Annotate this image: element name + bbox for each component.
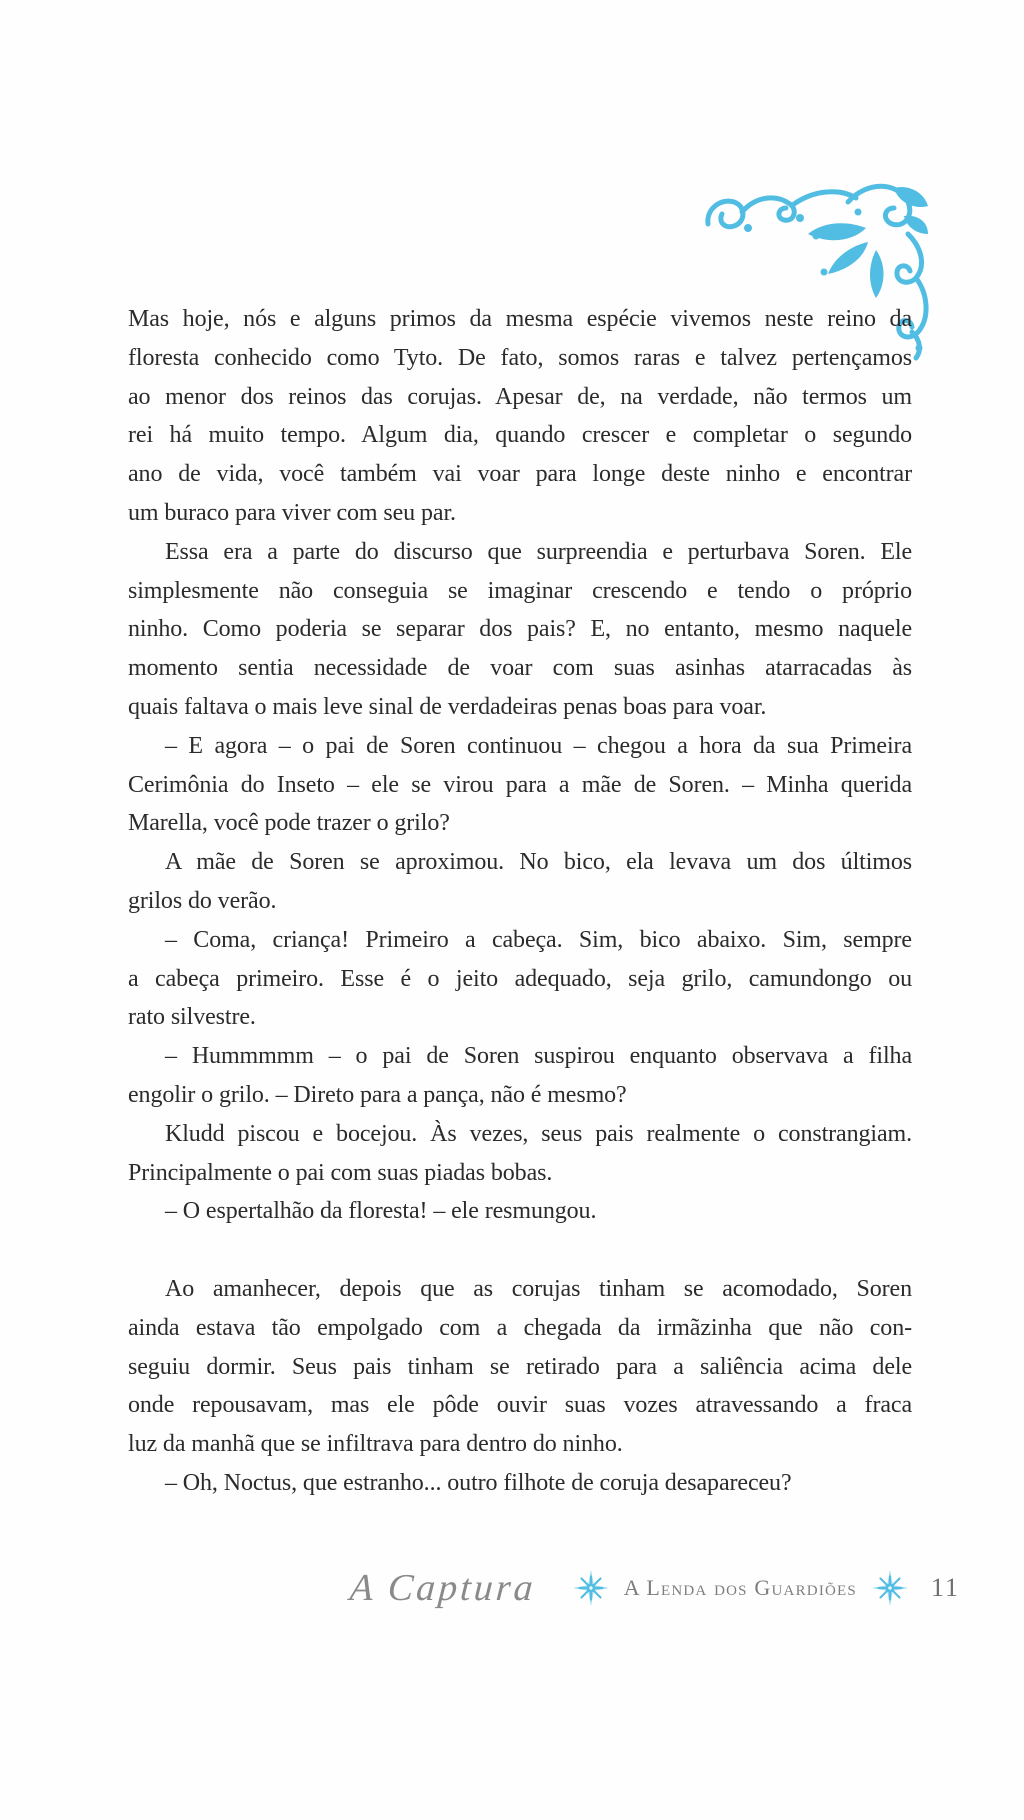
paragraph	[128, 1464, 912, 1503]
text-line: onde repousavam, mas ele pôde ouvir suas vozes atravessando a fraca	[128, 1392, 912, 1419]
paragraph	[128, 921, 912, 1037]
text-line: ao menor dos reinos das corujas. Apesar de, na verdade, não termos um	[128, 383, 912, 410]
text-line: – Hummmmm – o pai de Soren suspirou enquanto observava a filha	[165, 1043, 912, 1070]
text-line: – Oh, Noctus, que estranho... outro filhote de coruja desapareceu?	[165, 1469, 792, 1496]
text-line: momento sentia necessidade de voar com suas asinhas atarracadas às	[128, 655, 912, 682]
text-line: ano de vida, você também vai voar para longe deste ninho e encontrar	[128, 461, 912, 488]
text-line: Marella, você pode trazer o grilo?	[128, 810, 450, 837]
text-line: simplesmente não conseguia se imaginar crescendo e tendo o próprio	[128, 577, 912, 604]
page-text	[128, 300, 912, 1503]
text-line: seguiu dormir. Seus pais tinham se retirado para a saliência acima dele	[128, 1353, 912, 1380]
text-line: ninho. Como poderia se separar dos pais? E, no entanto, mesmo naquele	[128, 616, 912, 643]
text-line: floresta conhecido como Tyto. De fato, somos raras e talvez pertençamos	[128, 344, 912, 371]
paragraph	[128, 843, 912, 921]
text-line: – E agora – o pai de Soren continuou – chegou a hora da sua Primeira	[165, 732, 912, 759]
text-line: – Coma, criança! Primeiro a cabeça. Sim, bico abaixo. Sim, sempre	[165, 926, 912, 953]
paragraph	[128, 1270, 912, 1464]
text-line: rei há muito tempo. Algum dia, quando crescer e completar o segundo	[128, 422, 912, 449]
text-line: Mas hoje, nós e alguns primos da mesma espécie vivemos neste reino da	[128, 306, 912, 332]
text-line: Ao amanhecer, depois que as corujas tinham se acomodado, Soren	[165, 1275, 912, 1302]
text-line: ainda estava tão empolgado com a chegada da irmãzinha que não con-	[128, 1314, 912, 1341]
text-line: engolir o grilo. – Direto para a pança, não é mesmo?	[128, 1081, 627, 1108]
snowflake-ornament-icon	[572, 1569, 610, 1607]
paragraph	[128, 533, 912, 727]
page-footer	[350, 1562, 960, 1614]
paragraph	[128, 1115, 912, 1193]
text-line: Cerimônia do Inseto – ele se virou para a mãe de Soren. – Minha querida	[128, 771, 912, 798]
book-title-script: A Captura	[348, 1567, 538, 1609]
text-line: A mãe de Soren se aproximou. No bico, ela levava um dos últimos	[165, 849, 912, 876]
series-title: A Lenda dos Guardiões	[623, 1575, 857, 1600]
text-line: Principalmente o pai com suas piadas bobas.	[128, 1159, 553, 1186]
snowflake-ornament-icon	[871, 1569, 909, 1607]
text-line: a cabeça primeiro. Esse é o jeito adequado, seja grilo, camundongo ou	[128, 965, 912, 992]
paragraph	[128, 1192, 912, 1231]
text-line: Kludd piscou e bocejou. Às vezes, seus pais realmente o constrangiam.	[165, 1120, 912, 1147]
text-line: – O espertalhão da floresta! – ele resmungou.	[165, 1198, 597, 1225]
paragraph	[128, 300, 912, 533]
text-line: rato silvestre.	[128, 1004, 256, 1031]
page-number: 11	[930, 1573, 960, 1602]
text-line: grilos do verão.	[128, 887, 277, 914]
text-line: Essa era a parte do discurso que surpreendia e perturbava Soren. Ele	[165, 538, 912, 565]
paragraph	[128, 727, 912, 843]
text-line: um buraco para viver com seu par.	[128, 499, 456, 526]
text-line: quais faltava o mais leve sinal de verdadeiras penas boas para voar.	[128, 693, 767, 720]
paragraph	[128, 1037, 912, 1115]
text-line: luz da manhã que se infiltrava para dentro do ninho.	[128, 1431, 623, 1458]
